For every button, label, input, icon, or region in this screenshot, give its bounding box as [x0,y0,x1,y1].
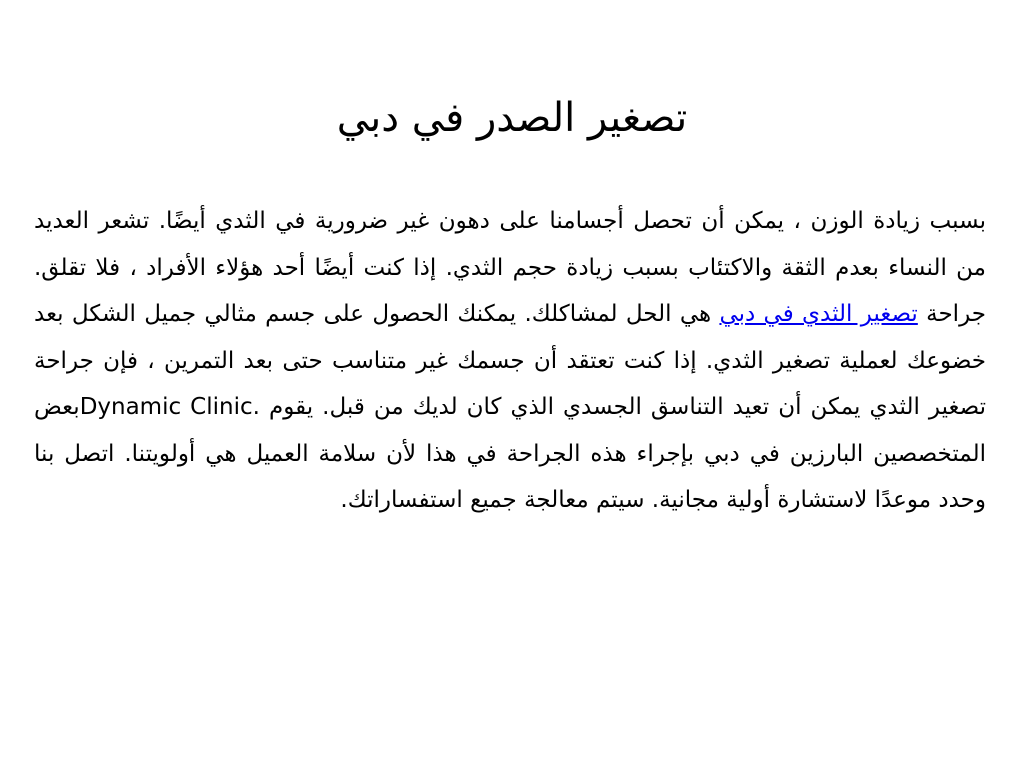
body-text-after-link: هي الحل لمشاكلك. يمكنك الحصول على جسم مثالي جميل الشكل بعد خضوعك لعملية تصغير الثدي. إذا كنت تعتقد أن جسمك غير متناسب حتى بعد التمرين ، فإن جراحة تصغير الثدي يمكن أن تعيد التناسق الجسدي الذي كان لديك من قبل. يقوم [34,301,986,420]
body-text-before-link: بسبب زيادة الوزن ، يمكن أن تحصل أجسامنا على دهون غير ضرورية في الثدي أيضًا. تشعر العديد من النساء بعدم الثقة والاكتئاب بسبب زيادة حجم الثدي. إذا كنت أيضًا أحد هؤلاء الأفراد ، فلا تقلق. جراحة [34,208,986,327]
body-text-after-clinic: بعض المتخصصين البارزين في دبي بإجراء هذه الجراحة في هذا لأن سلامة العميل هي أولويتنا. اتصل بنا وحدد موعدًا لاستشارة أولية مجانية. سيتم معالجة جميع استفساراتك. [34,394,986,513]
breast-reduction-link[interactable]: تصغير الثدي في دبي [719,301,918,327]
clinic-name: Dynamic Clinic. [79,394,260,420]
slide-body-paragraph [34,198,986,524]
slide-title: تصغير الصدر في دبي [336,95,688,141]
